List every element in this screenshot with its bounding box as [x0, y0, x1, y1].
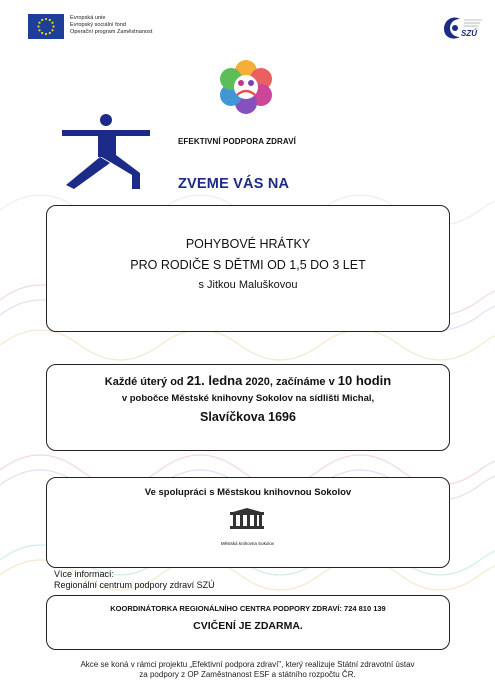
szu-logo-text: SZÚ [461, 29, 477, 38]
schedule-middle: 2020, začínáme v [242, 376, 338, 388]
cooperation-text: Ve spolupráci s Městskou knihovnou Sokolov [144, 487, 352, 498]
footer-note [0, 660, 495, 680]
library-logo-name: Městská knihovna Sokolov [220, 541, 275, 546]
footer-line: za podpory z OP Zaměstnanost ESF a státního rozpočtu ČR. [139, 670, 356, 679]
eu-program-text [70, 15, 152, 36]
schedule-prefix: Každé úterý od [104, 376, 187, 388]
coordinator-phone: KOORDINÁTORKA REGIONÁLNÍHO CENTRA PODPORY ZDRAVÍ: 724 810 139 [110, 604, 386, 613]
eu-line: Evropský sociální fond [70, 22, 126, 28]
venue-address: Slavíčkova 1696 [200, 410, 296, 424]
contact-box [46, 595, 450, 650]
library-logo [229, 508, 265, 530]
more-info-value: Regionální centrum podpory zdraví SZÚ [54, 580, 215, 590]
start-date: 21. ledna [186, 373, 243, 388]
yoga-figure-icon [60, 113, 152, 193]
more-info-label: Více informací: [54, 569, 115, 579]
event-audience: PRO RODIČE S DĚTMI OD 1,5 DO 3 LET [130, 258, 366, 272]
szu-logo [440, 12, 484, 42]
start-time: 10 hodin [337, 373, 392, 388]
more-info [54, 569, 215, 591]
footer-line: Akce se koná v rámci projektu „Efektivní podpora zdraví", který realizuje Státní zdravotní ústav [80, 660, 415, 669]
event-title-box [46, 205, 450, 332]
free-entry-note: CVIČENÍ JE ZDARMA. [193, 620, 303, 632]
eu-line: Operační program Zaměstnanost [70, 29, 153, 35]
invitation-heading: ZVEME VÁS NA [178, 176, 290, 192]
event-instructor: s Jitkou Maluškovou [198, 279, 298, 291]
schedule-box [46, 364, 450, 451]
venue: v pobočce Městské knihovny Sokolov na sídlišti Michal, [121, 393, 375, 404]
program-title: EFEKTIVNÍ PODPORA ZDRAVÍ [178, 137, 296, 146]
eu-line: Evropská unie [70, 15, 106, 21]
schedule-line [47, 373, 449, 388]
efektivni-podpora-zdravi-logo [211, 57, 281, 117]
eu-flag-logo [28, 14, 64, 39]
event-name: POHYBOVÉ HRÁTKY [185, 237, 311, 251]
